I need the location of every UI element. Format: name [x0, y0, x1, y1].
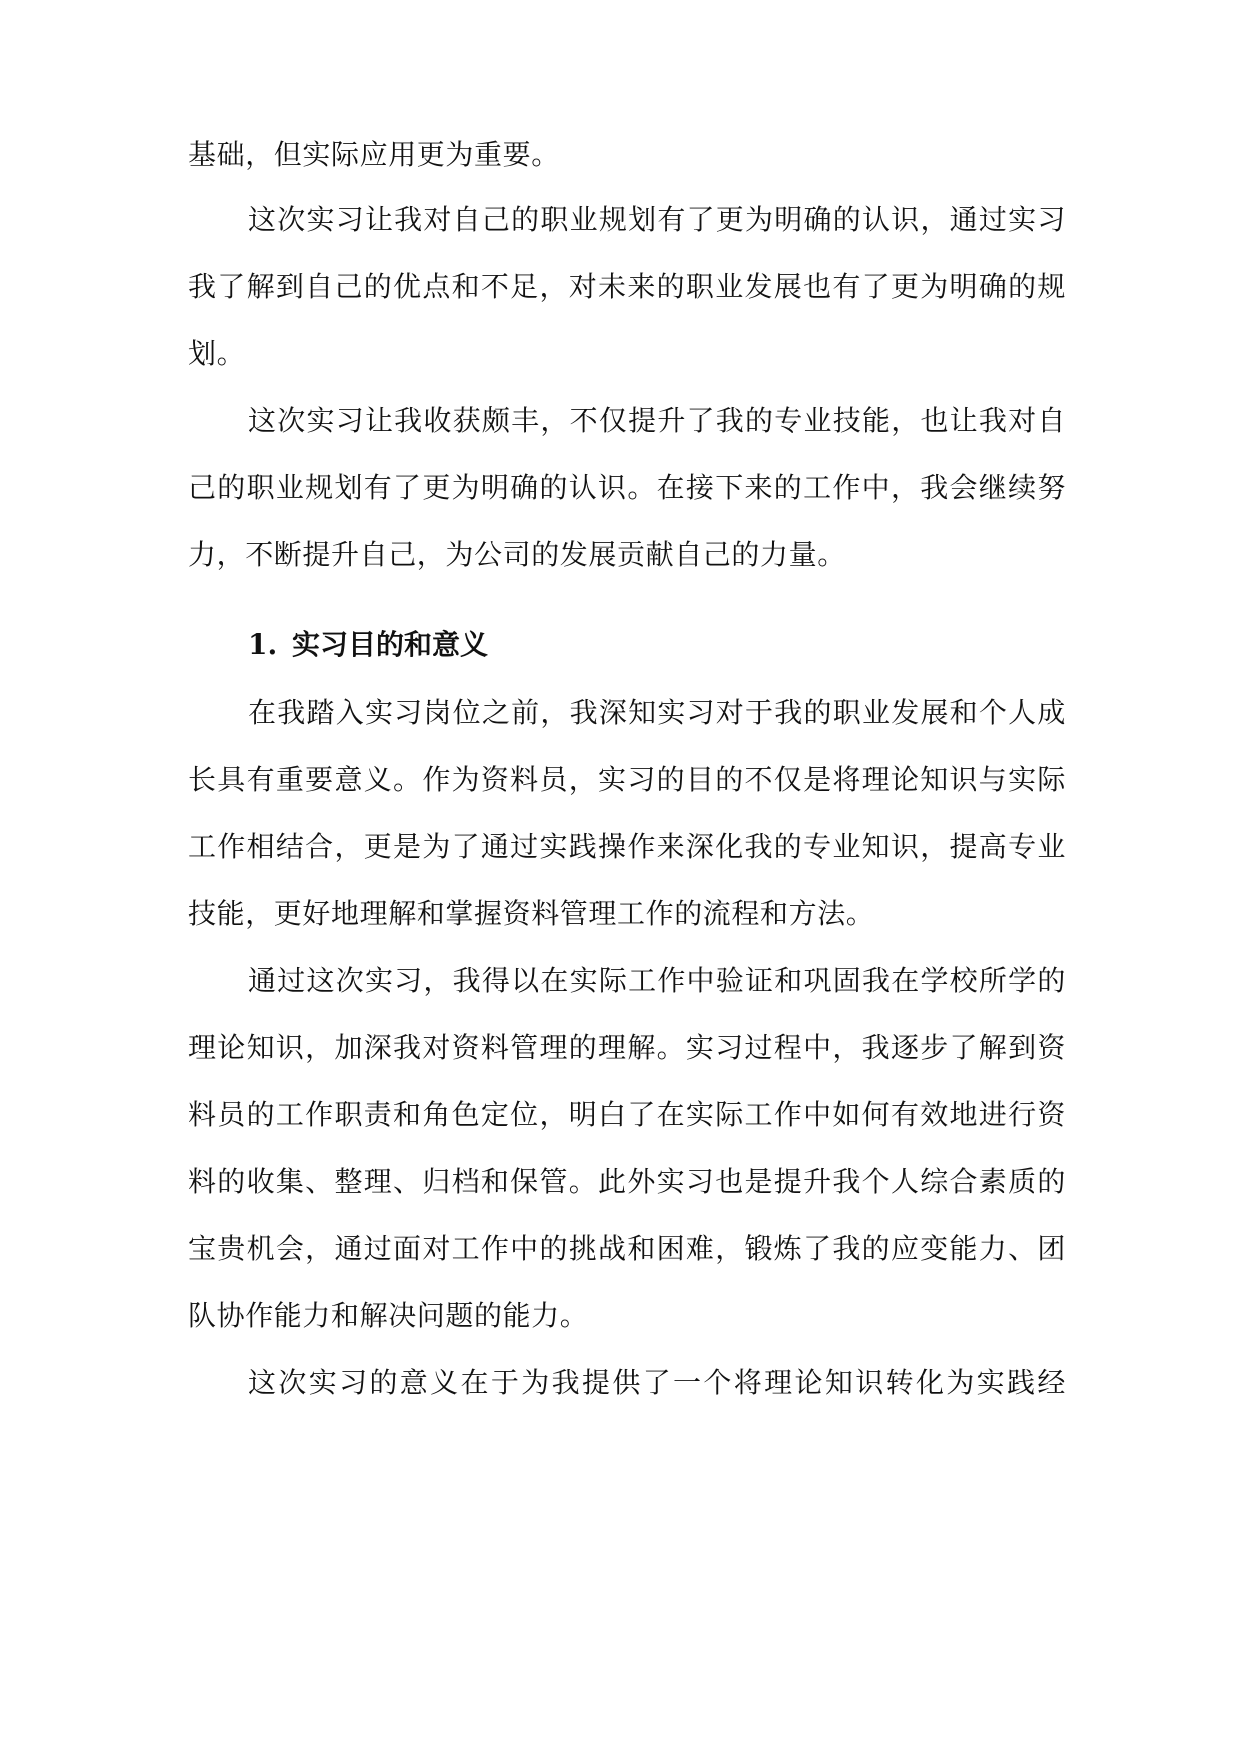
paragraph-line: 我了解到自己的优点和不足，对未来的职业发展也有了更为明确的规 [188, 270, 1066, 303]
paragraph-line: 宝贵机会，通过面对工作中的挑战和困难，锻炼了我的应变能力、团 [188, 1232, 1066, 1265]
paragraph-line: 工作相结合，更是为了通过实践操作来深化我的专业知识，提高专业 [188, 830, 1066, 863]
paragraph-line: 这次实习让我对自己的职业规划有了更为明确的认识，通过实习 [248, 203, 1066, 236]
section-number: 1. [248, 628, 278, 661]
section-title: 实习目的和意义 [292, 628, 489, 661]
section-heading [248, 625, 488, 665]
paragraph-line: 力，不断提升自己，为公司的发展贡献自己的力量。 [188, 538, 846, 571]
paragraph-line: 通过这次实习，我得以在实际工作中验证和巩固我在学校所学的 [248, 964, 1066, 997]
paragraph-line: 在我踏入实习岗位之前，我深知实习对于我的职业发展和个人成 [248, 696, 1066, 729]
paragraph-line: 这次实习的意义在于为我提供了一个将理论知识转化为实践经 [248, 1366, 1066, 1399]
paragraph-line: 技能，更好地理解和掌握资料管理工作的流程和方法。 [188, 897, 875, 930]
paragraph-line: 己的职业规划有了更为明确的认识。在接下来的工作中，我会继续努 [188, 471, 1066, 504]
paragraph-line: 划。 [188, 337, 246, 370]
paragraph-line: 理论知识，加深我对资料管理的理解。实习过程中，我逐步了解到资 [188, 1031, 1066, 1064]
paragraph-line: 料的收集、整理、归档和保管。此外实习也是提升我个人综合素质的 [188, 1165, 1066, 1198]
paragraph-line: 队协作能力和解决问题的能力。 [188, 1299, 589, 1332]
paragraph-line: 长具有重要意义。作为资料员，实习的目的不仅是将理论知识与实际 [188, 763, 1066, 796]
paragraph-line: 这次实习让我收获颇丰，不仅提升了我的专业技能，也让我对自 [248, 404, 1066, 437]
paragraph-line: 基础，但实际应用更为重要。 [188, 138, 560, 171]
paragraph-line: 料员的工作职责和角色定位，明白了在实际工作中如何有效地进行资 [188, 1098, 1066, 1131]
